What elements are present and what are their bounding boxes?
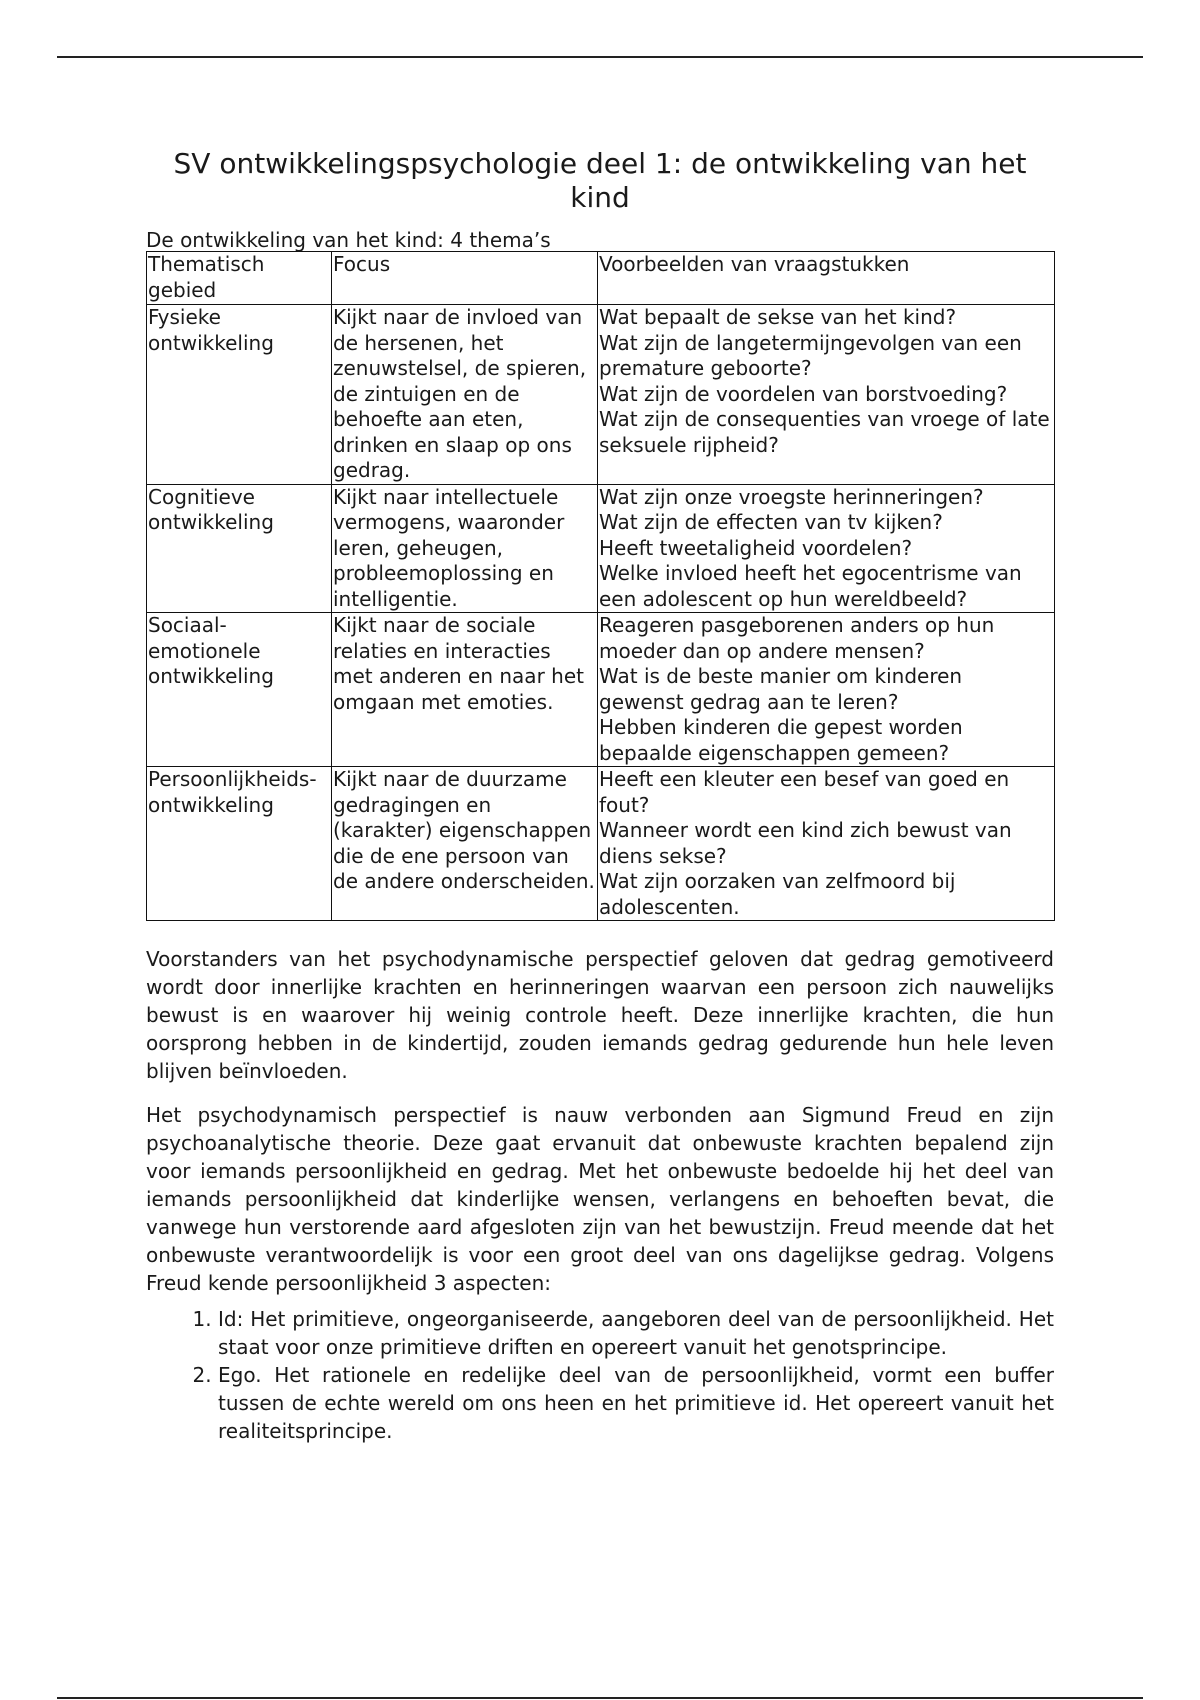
question: Wat zijn de effecten van tv kijken? <box>599 510 943 534</box>
focus-cell: Kijkt naar de duurzame gedragingen en (karakter) eigenschappen die de ene persoon van de andere onderscheiden. <box>332 767 598 921</box>
area-cell: Sociaal-emotionele ontwikkeling <box>147 613 332 767</box>
paragraph: Voorstanders van het psychodynamische perspectief geloven dat gedrag gemotiveerd wordt door innerlijke krachten en herinneringen waarvan een persoon zich nauwelijks bewust is en waarover hij weinig controle heeft. Deze innerlijke krachten, die hun oorsprong hebben in de kindertijd, zouden iemands gedrag gedurende hun hele leven blijven beïnvloeden. <box>146 947 1054 1083</box>
questions-cell <box>598 767 1055 921</box>
question: Hebben kinderen die gepest worden bepaalde eigenschappen gemeen? <box>599 715 963 765</box>
question: Reageren pasgeborenen anders op hun moeder dan op andere mensen? <box>599 613 995 663</box>
header-cell: Voorbeelden van vraagstukken <box>598 252 1055 305</box>
table-header-row <box>147 252 1055 305</box>
question: Wat zijn onze vroegste herinneringen? <box>599 484 984 509</box>
question: Wat zijn de langetermijngevolgen van een premature geboorte? <box>599 330 1022 380</box>
table-row <box>147 767 1055 921</box>
table-row <box>147 484 1055 613</box>
questions-cell <box>598 305 1055 485</box>
aspects-list <box>146 1305 1054 1445</box>
table-row <box>147 613 1055 767</box>
question: Heeft tweetaligheid voordelen? <box>599 535 913 560</box>
document-body <box>146 147 1054 1445</box>
area-cell: Cognitieve ontwikkeling <box>147 484 332 613</box>
question: Wat zijn de voordelen van borstvoeding? <box>599 381 1008 406</box>
questions-cell <box>598 613 1055 767</box>
table-row <box>147 305 1055 485</box>
list-item: 1. Id: Het primitieve, ongeorganiseerde, aangeboren deel van de persoonlijkheid. Het staat voor onze primitieve driften en opereert vanuit het genotsprincipe. <box>218 1305 1054 1361</box>
header-cell: Focus <box>332 252 598 305</box>
area-cell: Persoonlijkheids-ontwikkeling <box>147 767 332 921</box>
question: Wat zijn oorzaken van zelfmoord bij adolescenten. <box>599 869 956 919</box>
questions-cell <box>598 484 1055 613</box>
question: Wat bepaalt de sekse van het kind? <box>599 305 957 329</box>
question: Wanneer wordt een kind zich bewust van diens sekse? <box>599 818 1012 868</box>
section-subtitle: De ontwikkeling van het kind: 4 thema’s <box>146 228 551 252</box>
themes-table <box>146 251 1055 921</box>
question: Wat zijn de consequenties van vroege of late seksuele rijpheid? <box>599 407 1050 457</box>
question: Wat is de beste manier om kinderen gewenst gedrag aan te leren? <box>599 664 963 714</box>
question: Welke invloed heeft het egocentrisme van een adolescent op hun wereldbeeld? <box>599 561 1022 611</box>
paragraph: Het psychodynamisch perspectief is nauw verbonden aan Sigmund Freud en zijn psychoanalytische theorie. Deze gaat ervanuit dat onbewuste krachten bepalend zijn voor iemands persoonlijkheid en gedrag. Met het onbewuste bedoelde hij het deel van iemands persoonlijkheid dat kinderlijke wensen, verlangens en behoeften bevat, die vanwege hun verstorende aard afgesloten zijn van het bewustzijn. Freud meende dat het onbewuste verantwoordelijk is voor een groot deel van ons dagelijkse gedrag. Volgens Freud kende persoonlijkheid 3 aspecten: <box>146 1103 1054 1295</box>
page-title: SV ontwikkelingspsychologie deel 1: de ontwikkeling van het kind <box>173 147 1027 214</box>
area-cell: Fysieke ontwikkeling <box>147 305 332 485</box>
header-rule <box>57 56 1143 58</box>
focus-cell: Kijkt naar de invloed van de hersenen, het zenuwstelsel, de spieren, de zintuigen en de behoefte aan eten, drinken en slaap op ons gedrag. <box>332 305 598 485</box>
focus-cell: Kijkt naar intellectuele vermogens, waaronder leren, geheugen, probleemoplossing en intelligentie. <box>332 484 598 613</box>
footer-rule <box>57 1697 1143 1699</box>
list-item: 2. Ego. Het rationele en redelijke deel van de persoonlijkheid, vormt een buffer tussen de echte wereld om ons heen en het primitieve id. Het opereert vanuit het realiteitsprincipe. <box>218 1361 1054 1445</box>
focus-cell: Kijkt naar de sociale relaties en interacties met anderen en naar het omgaan met emoties. <box>332 613 598 767</box>
header-cell: Thematisch gebied <box>147 252 332 305</box>
question: Heeft een kleuter een besef van goed en fout? <box>599 767 1010 817</box>
